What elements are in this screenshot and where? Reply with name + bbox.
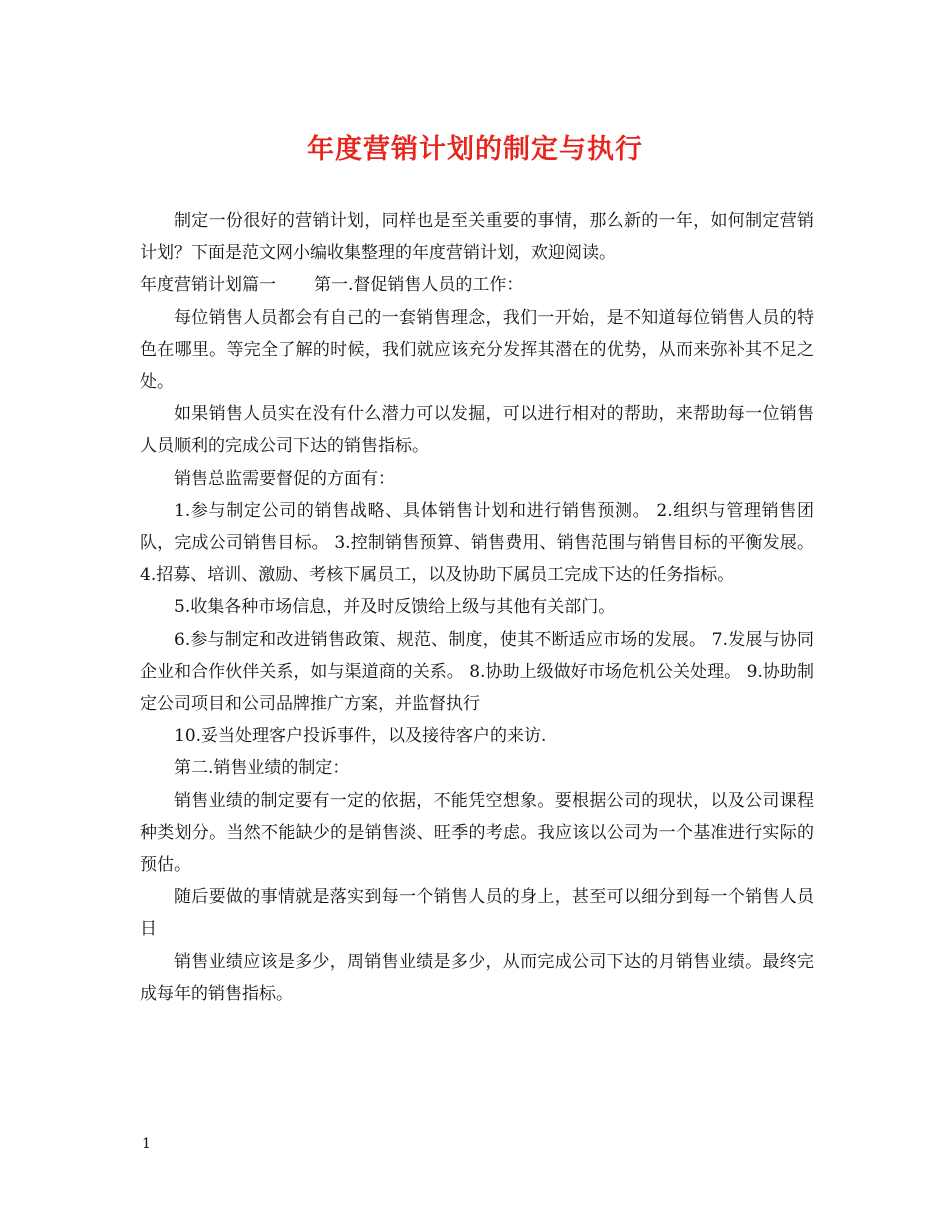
body-paragraph: 6.参与制定和改进销售政策、规范、制度，使其不断适应市场的发展。 7.发展与协同企业和合作伙伴关系，如与渠道商的关系。 8.协助上级做好市场危机公关处理。 9.协助制定公司项目和公司品牌推广方案，并监督执行 [140, 629, 814, 715]
section-label: 年度营销计划篇一 [140, 275, 276, 296]
document-title: 年度营销计划的制定与执行 [307, 134, 643, 165]
body-paragraph: 每位销售人员都会有自己的一套销售理念，我们一开始，是不知道每位销售人员的特色在哪里。等完全了解的时候，我们就应该充分发挥其潜在的优势，从而来弥补其不足之处。 [140, 307, 814, 393]
section-heading-2: 第二.销售业绩的制定： [174, 758, 350, 779]
body-paragraph: 如果销售人员实在没有什么潜力可以发掘，可以进行相对的帮助，来帮助每一位销售人员顺利的完成公司下达的销售指标。 [140, 404, 814, 457]
section-heading: 第一.督促销售人员的工作： [314, 275, 524, 296]
body-paragraph: 10.妥当处理客户投诉事件，以及接待客户的来访. [174, 726, 547, 747]
page-number: 1 [142, 1136, 151, 1152]
section-line [140, 269, 814, 301]
intro-paragraph: 制定一份很好的营销计划，同样也是至关重要的事情，那么新的一年，如何制定营销计划？下面是范文网小编收集整理的年度营销计划，欢迎阅读。 [140, 211, 814, 264]
body-paragraph: 随后要做的事情就是落实到每一个销售人员的身上，甚至可以细分到每一个销售人员日 [140, 887, 814, 940]
body-paragraph: 5.收集各种市场信息，并及时反馈给上级与其他有关部门。 [174, 597, 616, 618]
document-body [140, 205, 814, 1010]
body-paragraph: 销售业绩应该是多少，周销售业绩是多少，从而完成公司下达的月销售业绩。最终完成每年的销售指标。 [140, 951, 814, 1004]
body-paragraph: 销售总监需要督促的方面有： [174, 468, 395, 489]
body-paragraph: 销售业绩的制定要有一定的依据，不能凭空想象。要根据公司的现状，以及公司课程种类划分。当然不能缺少的是销售淡、旺季的考虑。我应该以公司为一个基准进行实际的预估。 [140, 790, 814, 876]
body-paragraph: 1.参与制定公司的销售战略、具体销售计划和进行销售预测。 2.组织与管理销售团队，完成公司销售目标。 3.控制销售预算、销售费用、销售范围与销售目标的平衡发展。 4.招募、培训、激励、考核下属员工，以及协助下属员工完成下达的任务指标。 [140, 500, 814, 586]
